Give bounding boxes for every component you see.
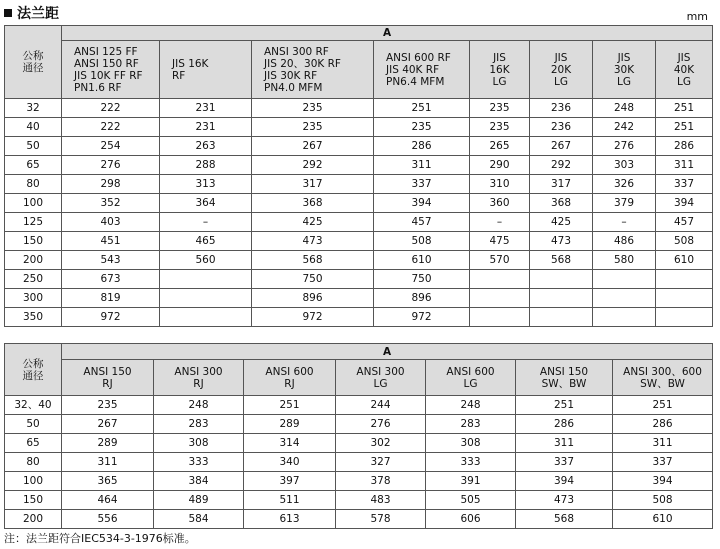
table-cell: 235 [470,99,530,118]
table-cell [593,270,656,289]
table-cell: 248 [426,396,516,415]
table-cell: 235 [470,118,530,137]
table-cell: 286 [374,137,470,156]
table-cell: 896 [374,289,470,308]
table-cell [656,289,713,308]
table-cell [470,289,530,308]
table-cell: 251 [656,118,713,137]
column-header: JIS 16K RF [160,41,252,99]
column-header: ANSI 300 RF JIS 20、30K RF JIS 30K RF PN4.0 MFM [252,41,374,99]
row-label-cell: 80 [5,175,62,194]
table-cell: 313 [160,175,252,194]
table-cell: 972 [62,308,160,327]
table-cell: 311 [62,453,154,472]
table-cell: 298 [62,175,160,194]
table-cell [530,270,593,289]
table-row [5,472,713,491]
column-header: ANSI 150 SW、BW [516,360,613,396]
table-cell: 286 [656,137,713,156]
table-cell: 251 [516,396,613,415]
row-label-cell: 250 [5,270,62,289]
table-row [5,99,713,118]
table-cell: 236 [530,118,593,137]
row-label-cell: 200 [5,510,62,529]
table-cell: 391 [426,472,516,491]
column-header: ANSI 600 RJ [244,360,336,396]
table-cell: 473 [530,232,593,251]
table-cell: 337 [516,453,613,472]
table-cell: 236 [530,99,593,118]
table-row [5,213,713,232]
table-cell: 267 [530,137,593,156]
table-cell: 235 [252,118,374,137]
row-label-cell: 80 [5,453,62,472]
table-cell: 276 [62,156,160,175]
table-cell: 303 [593,156,656,175]
table-cell: 337 [613,453,713,472]
table-row [5,270,713,289]
table-cell: 290 [470,156,530,175]
table-cell [530,289,593,308]
table-cell: 403 [62,213,160,232]
table-cell: 508 [374,232,470,251]
table-cell: 379 [593,194,656,213]
table-cell: 673 [62,270,160,289]
table-cell: – [160,213,252,232]
table-row [5,510,713,529]
table-cell [470,308,530,327]
table-cell: 610 [374,251,470,270]
table-cell: 337 [656,175,713,194]
table-cell: 276 [336,415,426,434]
table-cell: 289 [62,434,154,453]
row-label-cell: 32 [5,99,62,118]
table-cell: 364 [160,194,252,213]
table-cell [160,270,252,289]
table-cell: 222 [62,118,160,137]
table-cell: 308 [154,434,244,453]
row-label-cell: 150 [5,491,62,510]
table-cell: 235 [374,118,470,137]
table-2-rowhead: 公称 通径 [5,344,62,396]
table-cell: 310 [470,175,530,194]
table-cell: 511 [244,491,336,510]
table-cell: 568 [530,251,593,270]
table-cell: 222 [62,99,160,118]
row-label-cell: 200 [5,251,62,270]
table-cell: 231 [160,118,252,137]
table-cell: 340 [244,453,336,472]
row-label-cell: 100 [5,472,62,491]
unit-label: mm [686,10,708,23]
table-cell [160,289,252,308]
table-cell: 235 [62,396,154,415]
table-2-group-header: A [62,344,713,360]
table-row [5,175,713,194]
table-cell [656,308,713,327]
table-row [5,232,713,251]
table-cell: 570 [470,251,530,270]
row-label-cell: 50 [5,137,62,156]
table-cell: 333 [426,453,516,472]
table-cell: 896 [252,289,374,308]
table-cell: 556 [62,510,154,529]
square-bullet-icon [4,9,12,17]
table-cell: 333 [154,453,244,472]
column-header: JIS 30K LG [593,41,656,99]
flange-distance-table-2 [4,343,713,529]
table-cell: 265 [470,137,530,156]
table-cell: 610 [613,510,713,529]
table-cell: 425 [252,213,374,232]
table-cell: 613 [244,510,336,529]
table-cell: 486 [593,232,656,251]
table-cell: 317 [530,175,593,194]
table-cell: 311 [613,434,713,453]
table-row [5,194,713,213]
table-cell: 292 [530,156,593,175]
column-header: ANSI 150 RJ [62,360,154,396]
table-cell: 251 [374,99,470,118]
table-cell: 508 [656,232,713,251]
table-cell: 394 [374,194,470,213]
table-row [5,251,713,270]
table-cell: 606 [426,510,516,529]
table-row [5,396,713,415]
column-header: ANSI 600 LG [426,360,516,396]
table-cell: 289 [244,415,336,434]
table-cell: 483 [336,491,426,510]
table-cell: 251 [244,396,336,415]
table-cell: 568 [252,251,374,270]
column-header: ANSI 300 LG [336,360,426,396]
table-cell: 580 [593,251,656,270]
column-header: JIS 40K LG [656,41,713,99]
table-cell: 314 [244,434,336,453]
table-cell: 231 [160,99,252,118]
column-header: ANSI 300 RJ [154,360,244,396]
table-cell: 584 [154,510,244,529]
table-cell: – [470,213,530,232]
table-cell: 283 [426,415,516,434]
table-cell: 972 [374,308,470,327]
footnote: 注：法兰距符合IEC534-3-1976标准。 [4,532,196,545]
table-cell: 397 [244,472,336,491]
row-label-cell: 50 [5,415,62,434]
table-cell: 457 [374,213,470,232]
column-header: ANSI 600 RF JIS 40K RF PN6.4 MFM [374,41,470,99]
table-cell: 384 [154,472,244,491]
table-1-group-header: A [62,26,713,41]
table-row [5,137,713,156]
row-label-cell: 40 [5,118,62,137]
table-cell: 610 [656,251,713,270]
table-cell: 464 [62,491,154,510]
row-label-cell: 150 [5,232,62,251]
table-1-rowhead: 公称 通径 [5,26,62,99]
table-cell: 425 [530,213,593,232]
table-cell: 368 [530,194,593,213]
table-row [5,289,713,308]
table-cell: 235 [252,99,374,118]
table-cell: 302 [336,434,426,453]
table-cell: 288 [160,156,252,175]
table-cell: 378 [336,472,426,491]
table-row [5,491,713,510]
table-cell: 326 [593,175,656,194]
column-header: JIS 16K LG [470,41,530,99]
table-cell: 352 [62,194,160,213]
section-title-text: 法兰距 [17,6,59,22]
table-cell: 263 [160,137,252,156]
table-cell: 360 [470,194,530,213]
table-cell: 473 [516,491,613,510]
table-cell: 465 [160,232,252,251]
column-header: ANSI 300、600 SW、BW [613,360,713,396]
table-row [5,453,713,472]
table-cell: 750 [374,270,470,289]
row-label-cell: 125 [5,213,62,232]
row-label-cell: 350 [5,308,62,327]
table-cell: 489 [154,491,244,510]
table-cell: 505 [426,491,516,510]
table-cell: 750 [252,270,374,289]
table-cell: 475 [470,232,530,251]
table-cell: 254 [62,137,160,156]
row-label-cell: 65 [5,434,62,453]
table-cell: 242 [593,118,656,137]
table-cell: 311 [374,156,470,175]
column-header: JIS 20K LG [530,41,593,99]
table-cell [593,289,656,308]
table-cell: 457 [656,213,713,232]
table-cell: 578 [336,510,426,529]
table-row [5,156,713,175]
table-cell: 276 [593,137,656,156]
table-cell: 508 [613,491,713,510]
table-cell: 308 [426,434,516,453]
table-cell: 311 [656,156,713,175]
table-cell [593,308,656,327]
table-cell [530,308,593,327]
table-cell: 248 [154,396,244,415]
table-cell: 394 [613,472,713,491]
table-cell [160,308,252,327]
table-cell: 283 [154,415,244,434]
table-cell: 286 [613,415,713,434]
table-cell: 972 [252,308,374,327]
table-cell: 251 [613,396,713,415]
table-cell: 560 [160,251,252,270]
flange-distance-table-1 [4,25,713,327]
row-label-cell: 65 [5,156,62,175]
row-label-cell: 100 [5,194,62,213]
table-cell: 473 [252,232,374,251]
table-cell [656,270,713,289]
table-cell: 568 [516,510,613,529]
table-cell: 267 [252,137,374,156]
table-cell: 244 [336,396,426,415]
column-header: ANSI 125 FF ANSI 150 RF JIS 10K FF RF PN1.6 RF [62,41,160,99]
table-cell: – [593,213,656,232]
table-cell: 368 [252,194,374,213]
table-cell: 327 [336,453,426,472]
table-cell: 394 [516,472,613,491]
table-cell: 251 [656,99,713,118]
section-title [4,2,59,24]
table-cell: 394 [656,194,713,213]
table-cell: 248 [593,99,656,118]
table-cell: 543 [62,251,160,270]
table-row [5,118,713,137]
table-cell: 292 [252,156,374,175]
table-cell: 451 [62,232,160,251]
table-cell: 311 [516,434,613,453]
row-label-cell: 32、40 [5,396,62,415]
table-row [5,308,713,327]
table-row [5,415,713,434]
table-cell: 819 [62,289,160,308]
row-label-cell: 300 [5,289,62,308]
table-row [5,434,713,453]
table-cell: 317 [252,175,374,194]
table-cell: 337 [374,175,470,194]
table-cell: 286 [516,415,613,434]
table-cell: 365 [62,472,154,491]
table-cell: 267 [62,415,154,434]
table-cell [470,270,530,289]
